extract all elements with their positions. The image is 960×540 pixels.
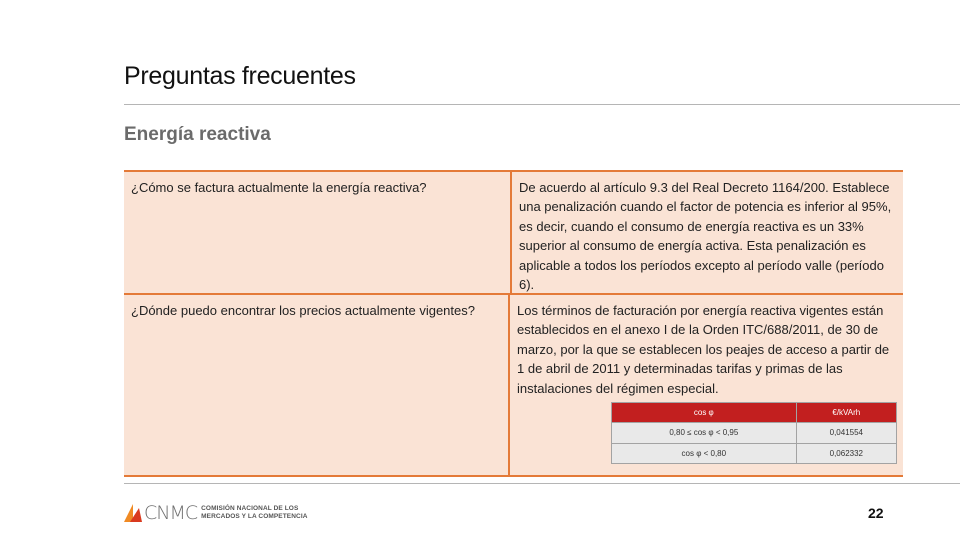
faq-answer: De acuerdo al artículo 9.3 del Real Decreto 1164/200. Establece una penalización cuando el factor de potencia es inferior al 95%, es decir, cuando el consumo de energía reactiva es un 33% superior al consumo de energía activa. Esta penalización es aplicable a todos los períodos excepto al período valle (período 6).: [519, 180, 892, 293]
section-subtitle: Energía reactiva: [124, 124, 271, 145]
price-table-cell: 0,041554: [796, 423, 896, 443]
cnmc-full-name: [201, 505, 307, 521]
cnmc-name-line: COMISIÓN NACIONAL DE LOS: [201, 505, 299, 512]
price-table-row: [612, 443, 897, 463]
price-table-header: [612, 403, 897, 423]
price-table-header-cell: cos φ: [612, 403, 797, 423]
faq-answer: Los términos de facturación por energía reactiva vigentes están establecidos en el anexo I de la Orden ITC/688/2011, de 30 de marzo, por la que se establecen los peajes de acceso a partir de 1 de abril de 2011 y determinadas tarifas y primas de las instalaciones del régimen especial.: [517, 303, 890, 396]
faq-question: ¿Cómo se factura actualmente la energía reactiva?: [124, 172, 512, 293]
price-table-cell: cos φ < 0,80: [612, 443, 797, 463]
price-table-row: [612, 423, 897, 443]
price-table-cell: 0,062332: [796, 443, 896, 463]
cnmc-logo-icon: [124, 504, 142, 522]
cnmc-wordmark: CNMC: [144, 502, 198, 524]
faq-question: ¿Dónde puedo encontrar los precios actualmente vigentes?: [124, 295, 510, 475]
title-divider: [124, 104, 960, 105]
faq-table: [124, 170, 903, 477]
price-table-cell: 0,80 ≤ cos φ < 0,95: [612, 423, 797, 443]
footer-divider: [124, 483, 960, 484]
price-table-header-cell: €/kVArh: [796, 403, 896, 423]
reactive-price-table: [611, 402, 897, 464]
faq-row: [124, 293, 903, 475]
faq-row: [124, 172, 903, 293]
cnmc-name-line: MERCADOS Y LA COMPETENCIA: [201, 513, 308, 520]
cnmc-logo: [124, 502, 308, 524]
faq-answer-cell: [510, 295, 903, 475]
page-title: Preguntas frecuentes: [124, 62, 356, 90]
page-number: 22: [868, 505, 884, 521]
